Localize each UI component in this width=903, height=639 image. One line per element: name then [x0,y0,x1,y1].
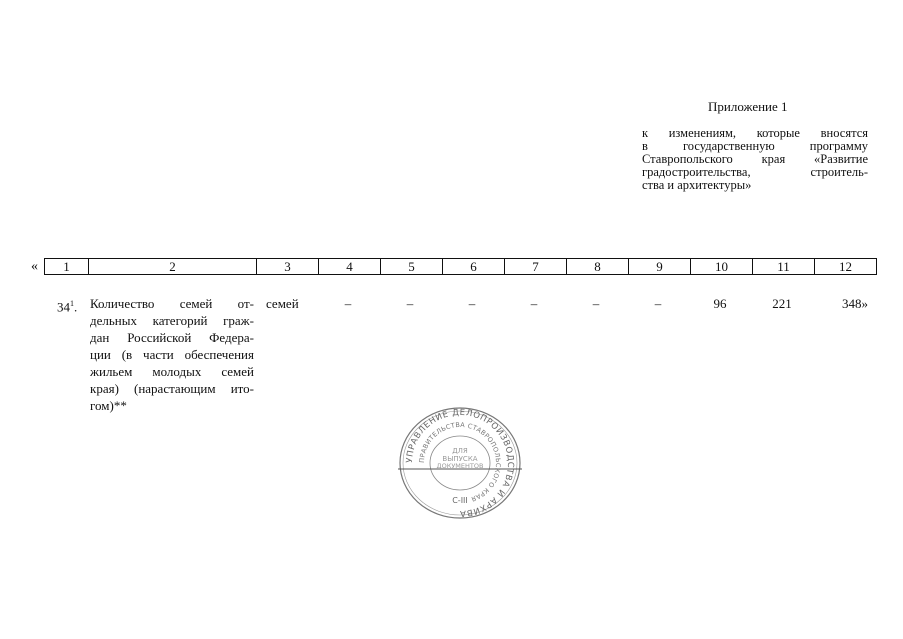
column-number-cell: 10 [691,259,753,275]
svg-text:С-III: С-III [452,496,468,505]
value-col-12: 348» [842,296,868,311]
column-number-cell: 3 [257,259,319,275]
row-number-main: 34 [57,299,70,315]
value-col-6: – [468,296,476,311]
svg-text:УПРАВЛЕНИЕ ДЕЛОПРОИЗВОДСТВА И: УПРАВЛЕНИЕ ДЕЛОПРОИЗВОДСТВА И АРХИВА [404,407,516,519]
svg-text:ПРАВИТЕЛЬСТВА СТАВРОПОЛЬСКОГО: ПРАВИТЕЛЬСТВА СТАВРОПОЛЬСКОГО КРАЯ [417,420,503,504]
table-header-row [45,259,877,275]
description-line: края) (нарастающим ито- [90,381,254,396]
svg-text:ВЫПУСКА: ВЫПУСКА [442,455,478,463]
row-number-superscript: 1 [70,299,74,308]
appendix-line: градостроительства, строитель- [642,165,868,179]
column-number-cell: 4 [319,259,381,275]
column-number-cell: 9 [629,259,691,275]
table-open-quote: « [31,259,38,274]
value-col-10: 96 [713,296,727,311]
value-col-5: – [406,296,414,311]
column-number-cell: 6 [443,259,505,275]
description-line: Количество семей от- [90,296,254,311]
appendix-line: к изменениям, которые вносятся [642,126,868,140]
description-line: жильем молодых семей [90,364,254,379]
value-col-4: – [344,296,352,311]
column-number-cell: 1 [45,259,89,275]
value-col-9: – [654,296,662,311]
column-number-cell: 7 [505,259,567,275]
column-number-cell: 5 [381,259,443,275]
column-number-cell: 11 [753,259,815,275]
description-line: дан Российской Федера- [90,330,254,345]
appendix-line: Ставропольского края «Развитие [642,152,868,166]
column-number-table [44,258,877,275]
description-line: дельных категорий граж- [90,313,254,328]
column-number-cell: 8 [567,259,629,275]
svg-text:ДОКУМЕНТОВ: ДОКУМЕНТОВ [436,462,484,470]
row-number-suffix: . [74,299,78,315]
value-col-8: – [592,296,600,311]
column-number-cell: 2 [89,259,257,275]
appendix-title: Приложение 1 [708,99,788,114]
official-stamp-seal [396,405,524,521]
value-col-11: 221 [772,296,792,311]
appendix-line: ства и архитектуры» [642,178,752,192]
description-line: гом)** [90,398,127,413]
appendix-text [642,127,868,192]
svg-text:ДЛЯ: ДЛЯ [452,447,468,455]
appendix-line: в государственную программу [642,139,868,153]
row-description [90,295,254,414]
row-unit: семей [266,296,299,311]
value-col-7: – [530,296,538,311]
column-number-cell: 12 [815,259,877,275]
description-line: ции (в части обеспечения [90,347,254,362]
row-number [57,295,77,315]
